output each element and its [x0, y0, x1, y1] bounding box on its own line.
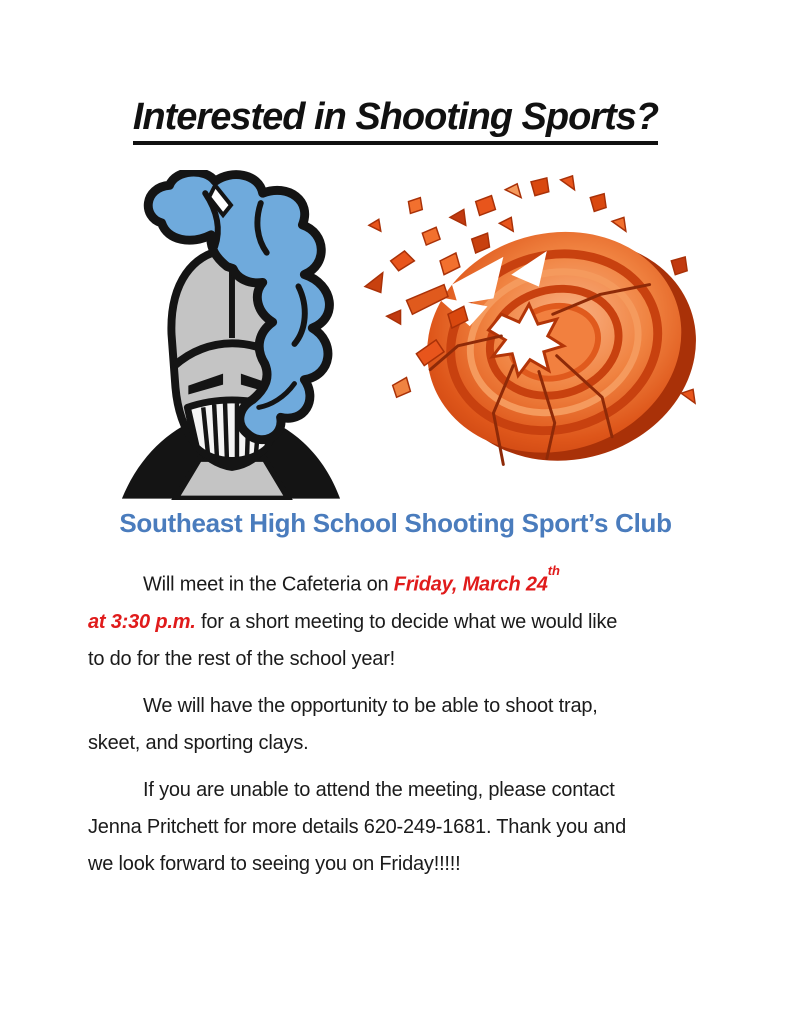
activities-text: We will have the opportunity to be able to shoot trap, [143, 694, 598, 717]
knight-mascot-image [112, 170, 350, 500]
activities-text-cont: skeet, and sporting clays. [88, 731, 309, 754]
paragraph-activities [88, 688, 713, 762]
paragraph-meeting-details [88, 560, 713, 678]
contact-thanks-text: . Thank you and [485, 815, 627, 838]
paragraph-contact [88, 772, 713, 883]
club-heading: Southeast High School Shooting Sport’s Club [119, 508, 672, 538]
meeting-date-highlight: Friday, March 24 [393, 573, 548, 596]
contact-details-text: for more details [218, 815, 364, 838]
contact-intro-text: If you are unable to attend the meeting, please contact [143, 778, 615, 801]
ordinal-superscript: th [547, 563, 560, 578]
flyer-body [88, 560, 713, 893]
contact-phone: 620-249-1681 [363, 815, 486, 838]
closing-text: we look forward to seeing you on Friday!!!!! [88, 852, 461, 875]
meeting-intro-text: Will meet in the Cafeteria on [143, 573, 394, 596]
meeting-purpose-text: for a short meeting to decide what we would like [195, 610, 618, 633]
meeting-purpose-text-cont: to do for the rest of the school year! [88, 647, 396, 670]
meeting-time-highlight: at 3:30 p.m. [88, 610, 196, 633]
clay-target-image [352, 166, 710, 502]
title-row [0, 98, 791, 145]
flyer-title: Interested in Shooting Sports? [133, 98, 658, 145]
contact-name: Jenna Pritchett [88, 815, 219, 838]
images-row [112, 166, 712, 504]
